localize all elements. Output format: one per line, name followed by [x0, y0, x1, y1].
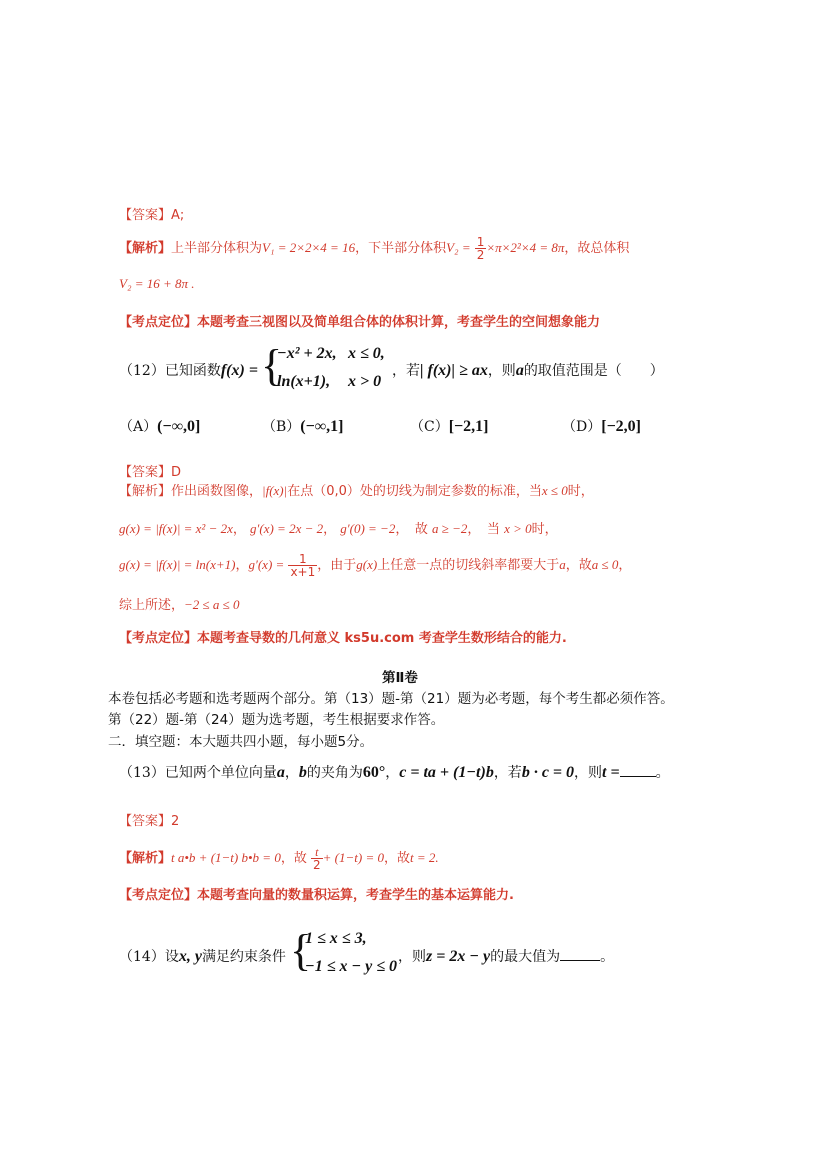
math: g′(x) = 2x − 2 [250, 521, 324, 536]
math-v1: V₁ = 2×2×4 = 16 [262, 240, 356, 255]
analysis-text: 时， [531, 522, 558, 537]
analysis-text: 时， [567, 484, 594, 499]
question-prefix: （13）已知两个单位向量 [119, 765, 277, 781]
analysis-text: ，由于 [317, 558, 357, 573]
question-text: 的夹角为 [306, 765, 363, 781]
option-value: (−∞,1] [300, 418, 344, 435]
math-xy: x, y [178, 948, 202, 965]
math: g(x) = |f(x)| = x² − 2x [119, 521, 233, 536]
question-end: 。 [655, 765, 670, 781]
analysis-text: 上任意一点的切线斜率都要大于 [377, 558, 560, 573]
option-d [562, 416, 641, 436]
option-b [262, 416, 343, 436]
math-cond: b · c = 0 [521, 764, 575, 781]
math: g(x) [356, 557, 378, 572]
question-prefix: （14）设 [119, 949, 179, 965]
constraint-1: 1 ≤ x ≤ 3, [305, 930, 367, 947]
math: x ≤ 0 [541, 483, 568, 498]
option-label: （C） [410, 419, 449, 435]
analysis-text: ， 当 [467, 522, 500, 537]
fraction [475, 236, 487, 261]
math: + (1−t) = 0 [322, 850, 384, 865]
position-12 [119, 627, 567, 646]
question-text: ， [284, 765, 299, 781]
fraction-numerator: 1 [288, 553, 317, 566]
question-text: ，若 [392, 363, 420, 379]
question-14-tail [398, 946, 614, 966]
analysis-12-line1 [119, 480, 594, 499]
analysis-text: ，下半部分体积 [355, 241, 447, 256]
math: t = 2. [409, 850, 439, 865]
analysis-label: 【解析】 [119, 851, 172, 866]
position-11 [119, 311, 600, 330]
answer-12: 【答案】D [119, 465, 182, 480]
analysis-text: ， [618, 558, 632, 573]
case-1-cond: x ≤ 0, [348, 345, 385, 362]
analysis-11-line2 [119, 276, 195, 292]
fraction-denominator: 2 [312, 858, 321, 872]
question-prefix: （12）已知函数 [119, 363, 221, 379]
math: a [559, 557, 566, 572]
analysis-text: ， [323, 522, 337, 537]
math: t a•b + (1−t) b•b = 0 [171, 850, 281, 865]
math: −2 ≤ a ≤ 0 [184, 597, 240, 612]
question-text: ，则 [487, 363, 516, 379]
answer-13: 【答案】2 [119, 814, 180, 829]
math-b: b [298, 764, 307, 781]
option-label: （A） [119, 419, 158, 435]
math-a: a [515, 362, 524, 379]
section-title: 第Ⅱ卷 [382, 670, 418, 686]
math-c: c = ta + (1−t)b [399, 764, 494, 781]
analysis-12-line3 [119, 553, 631, 578]
question-text: ，则 [574, 765, 603, 781]
question-12-tail [392, 360, 664, 380]
analysis-text: 综上所述， [119, 598, 185, 613]
option-value: [−2,0] [601, 418, 642, 435]
analysis-label: 【解析】 [119, 241, 172, 256]
fraction-denominator: 2 [476, 248, 485, 262]
math: g′(0) = −2 [340, 521, 396, 536]
math: |f(x)| [262, 483, 288, 498]
question-12 [119, 360, 258, 380]
position-13 [119, 884, 514, 903]
case-2-expr: ln(x+1), [277, 373, 331, 390]
answer-blank [560, 960, 600, 961]
option-label: （D） [562, 419, 602, 435]
question-text: 的最大值为 [490, 949, 561, 965]
math: x > 0 [504, 521, 532, 536]
fraction-numerator: t [311, 846, 323, 859]
analysis-11-line1 [119, 236, 629, 261]
analysis-text: 【解析】作出函数图像， [119, 484, 263, 499]
position-text: 【考点定位】本题考查三视图以及简单组合体的体积计算，考查学生的空间想象能力 [119, 315, 601, 330]
analysis-text: 上半部分体积为 [171, 241, 263, 256]
math: a ≥ −2 [431, 521, 468, 536]
question-14 [119, 946, 286, 966]
math: a ≤ 0 [591, 557, 619, 572]
fraction [288, 553, 317, 578]
fraction [311, 846, 323, 871]
math-t: t = [602, 764, 620, 781]
analysis-13-line1 [119, 846, 439, 871]
case-1-expr: −x² + 2x, [277, 345, 337, 362]
question-end: 。 [600, 949, 615, 965]
analysis-text: ，故 [565, 558, 592, 573]
analysis-text: ，故总体积 [564, 241, 630, 256]
math-ineq: | f(x)| ≥ ax [420, 362, 488, 379]
option-c [410, 416, 489, 436]
analysis-text: ， [232, 522, 246, 537]
question-text: 的取值范围是（ ） [523, 363, 664, 379]
answer-11: 【答案】A; [119, 208, 185, 223]
analysis-text: ，故 [280, 851, 307, 866]
option-value: [−2,1] [448, 418, 489, 435]
brace-icon: { [261, 341, 283, 390]
option-label: （B） [262, 419, 301, 435]
position-text: 【考点定位】本题考查向量的数量积运算，考查学生的基本运算能力. [119, 888, 514, 903]
math: g(x) = |f(x)| = ln(x+1) [119, 557, 236, 572]
math-v2-expr: ×π×2²×4 = 8π [486, 240, 565, 255]
section-para-3: 二．填空题：本大题共四小题，每小题5分。 [108, 734, 374, 750]
section-para-1: 本卷包括必考题和选考题两个部分。第（13）题-第（21）题为必考题，每个考生都必须作答。 [108, 691, 674, 707]
math-v2: V₂ = [446, 240, 471, 255]
answer-blank [620, 776, 656, 777]
section-para-2: 第（22）题-第（24）题为选考题，考生根据要求作答。 [108, 712, 445, 728]
option-a [119, 416, 200, 436]
question-13: （13）已知两个单位向量a，b的夹角为60°，c = ta + (1−t)b，若b · c = 0，则t = 。 [119, 764, 670, 781]
math-total: V₂ = 16 + 8π . [119, 276, 195, 291]
analysis-text: 在点（0,0）处的切线为制定参数的标准，当 [287, 484, 542, 499]
analysis-12-line2 [119, 518, 558, 537]
math-a: a [276, 764, 285, 781]
fraction-denominator: x+1 [290, 565, 316, 579]
question-text: 满足约束条件 [201, 949, 286, 965]
math-z: z = 2x − y [426, 948, 491, 965]
analysis-12-line4 [119, 594, 240, 613]
case-2-cond: x > 0 [348, 373, 382, 390]
analysis-text: ， [235, 558, 249, 573]
constraint-2: −1 ≤ x − y ≤ 0 [305, 958, 398, 975]
brace-icon: { [290, 926, 312, 975]
option-value: (−∞,0] [157, 418, 201, 435]
math: g′(x) = [248, 557, 285, 572]
fraction-numerator: 1 [476, 235, 485, 249]
analysis-text: ， 故 [395, 522, 428, 537]
question-text: ，则 [398, 949, 426, 965]
analysis-text: ，故 [383, 851, 410, 866]
question-text: ，若 [493, 765, 522, 781]
math-fx: f(x) = [220, 362, 258, 379]
math-angle: 60° [362, 764, 386, 781]
position-text: 【考点定位】本题考查导数的几何意义 ks5u.com 考查学生数形结合的能力. [119, 631, 567, 646]
